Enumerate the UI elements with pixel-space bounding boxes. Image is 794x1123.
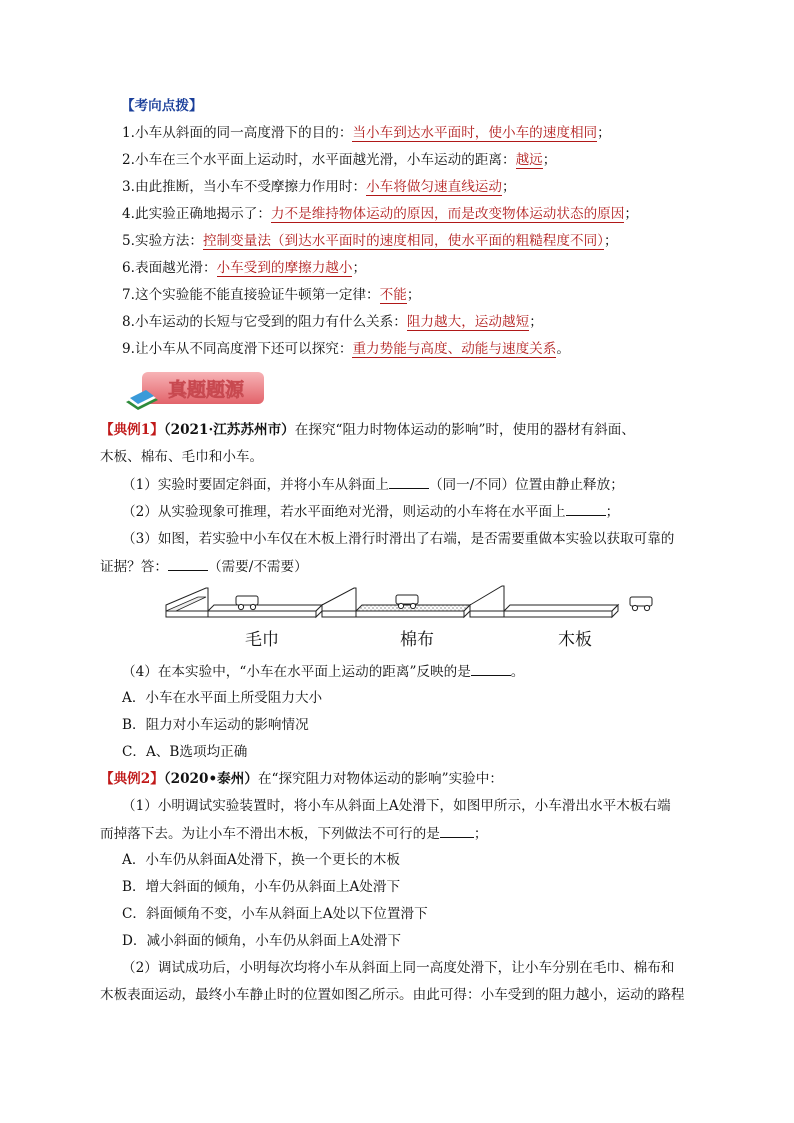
- example1-intro: 【典例1】（2021·江苏苏州市）在探究“阻力时物体运动的影响”时，使用的器材有斜面、: [100, 422, 635, 438]
- example2-option-d: D．减小斜面的倾角，小车仍从斜面上A处滑下: [122, 933, 401, 949]
- tip-answer: 越远: [515, 152, 543, 168]
- example1-q2: （2）从实验现象可推理，若水平面绝对光滑，则运动的小车将在水平面上 ；: [122, 501, 704, 522]
- example1-q4: （4）在本实验中，“小车在水平面上运动的距离”反映的是 。: [122, 661, 704, 682]
- example1-q3-cont: 证据？答： （需要/不需要）: [100, 556, 704, 577]
- answer-blank[interactable]: [566, 501, 606, 516]
- example2-q1: （1）小明调试实验装置时，将小车从斜面上A处滑下，如图甲所示，小车滑出水平木板右端: [122, 798, 671, 814]
- tip-item-1: 1.小车从斜面的同一高度滑下的目的：当小车到达水平面时，使小车的速度相同；: [122, 125, 611, 141]
- example1-option-c: C．A、B选项均正确: [122, 744, 248, 760]
- example2-option-c: C．斜面倾角不变，小车从斜面上A处以下位置滑下: [122, 906, 428, 922]
- tip-item-5: 5.实验方法：控制变量法（到达水平面时的速度相同，使水平面的粗糙程度不同）；: [122, 233, 618, 249]
- tip-item-3: 3.由此推断，当小车不受摩擦力作用时：小车将做匀速直线运动；: [122, 179, 516, 195]
- tip-item-2: 2.小车在三个水平面上运动时，水平面越光滑，小车运动的距离：越远；: [122, 152, 557, 168]
- figure-label-towel: 毛巾: [245, 630, 279, 650]
- tip-answer: 小车受到的摩擦力越小: [216, 260, 353, 276]
- tip-answer: 小车将做匀速直线运动: [366, 179, 502, 195]
- example2-q2-cont: 木板表面运动，最终小车静止时的位置如图乙所示。由此可得：小车受到的阻力越小，运动的路程: [100, 987, 685, 1003]
- tip-answer: 不能: [379, 287, 407, 303]
- example2-source: （2020•泰州）: [163, 771, 258, 787]
- tips-heading: 【考向点拨】: [121, 98, 203, 114]
- example2-label: 【典例2】: [100, 771, 164, 787]
- answer-blank[interactable]: [168, 556, 208, 571]
- tip-answer: 重力势能与高度、动能与速度关系: [352, 341, 557, 357]
- figure-label-wood: 木板: [558, 630, 592, 650]
- example1-source: （2021·江苏苏州市）: [163, 422, 295, 438]
- example2-option-a: A．小车仍从斜面A处滑下，换一个更长的木板: [122, 852, 400, 868]
- example1-q3: （3）如图，若实验中小车仅在木板上滑行时滑出了右端，是否需要重做本实验以获取可靠的: [122, 531, 675, 547]
- tip-item-7: 7.这个实验能不能直接验证牛顿第一定律：不能；: [122, 287, 421, 303]
- tip-item-9: 9.让小车从不同高度滑下还可以探究：重力势能与高度、动能与速度关系。: [122, 341, 570, 357]
- tip-answer: 控制变量法（到达水平面时的速度相同，使水平面的粗糙程度不同）: [202, 233, 604, 249]
- banner-text: 真题题源: [167, 379, 245, 401]
- example2-q2: （2）调试成功后，小明每次均将小车从斜面上同一高度处滑下，让小车分别在毛巾、棉布和: [122, 960, 675, 976]
- example1-label: 【典例1】: [100, 422, 164, 438]
- example1-q1: （1）实验时要固定斜面，并将小车从斜面上 （同一/不同）位置由静止释放；: [122, 474, 704, 495]
- section-banner: [124, 370, 266, 410]
- tip-answer: 阻力越大，运动越短: [406, 314, 530, 330]
- example2-q1-cont: 而掉落下去。为让小车不滑出木板，下列做法不可行的是 ；: [100, 823, 704, 844]
- example2-intro: 【典例2】（2020•泰州）在“探究阻力对物体运动的影响”实验中：: [100, 771, 503, 787]
- example1-option-b: B．阻力对小车运动的影响情况: [122, 717, 309, 733]
- cart-icon: [630, 597, 652, 611]
- example2-option-b: B．增大斜面的倾角，小车仍从斜面上A处滑下: [122, 879, 401, 895]
- answer-blank[interactable]: [471, 661, 511, 676]
- tip-item-8: 8.小车运动的长短与它受到的阻力有什么关系：阻力越大，运动越短；: [122, 314, 543, 330]
- tip-answer: 力不是维持物体运动的原因，而是改变物体运动状态的原因: [270, 206, 625, 222]
- answer-blank[interactable]: [389, 474, 429, 489]
- ramp-wood: [470, 586, 618, 617]
- answer-blank[interactable]: [440, 823, 474, 838]
- example1-intro-cont: 木板、棉布、毛巾和小车。: [100, 449, 264, 465]
- tip-item-4: 4.此实验正确地揭示了：力不是维持物体运动的原因，而是改变物体运动状态的原因；: [122, 206, 638, 222]
- figure-label-cotton: 棉布: [400, 630, 434, 650]
- tip-answer: 当小车到达水平面时，使小车的速度相同: [352, 125, 598, 141]
- example1-option-a: A．小车在水平面上所受阻力大小: [122, 690, 323, 706]
- tip-item-6: 6.表面越光滑：小车受到的摩擦力越小；: [122, 260, 367, 276]
